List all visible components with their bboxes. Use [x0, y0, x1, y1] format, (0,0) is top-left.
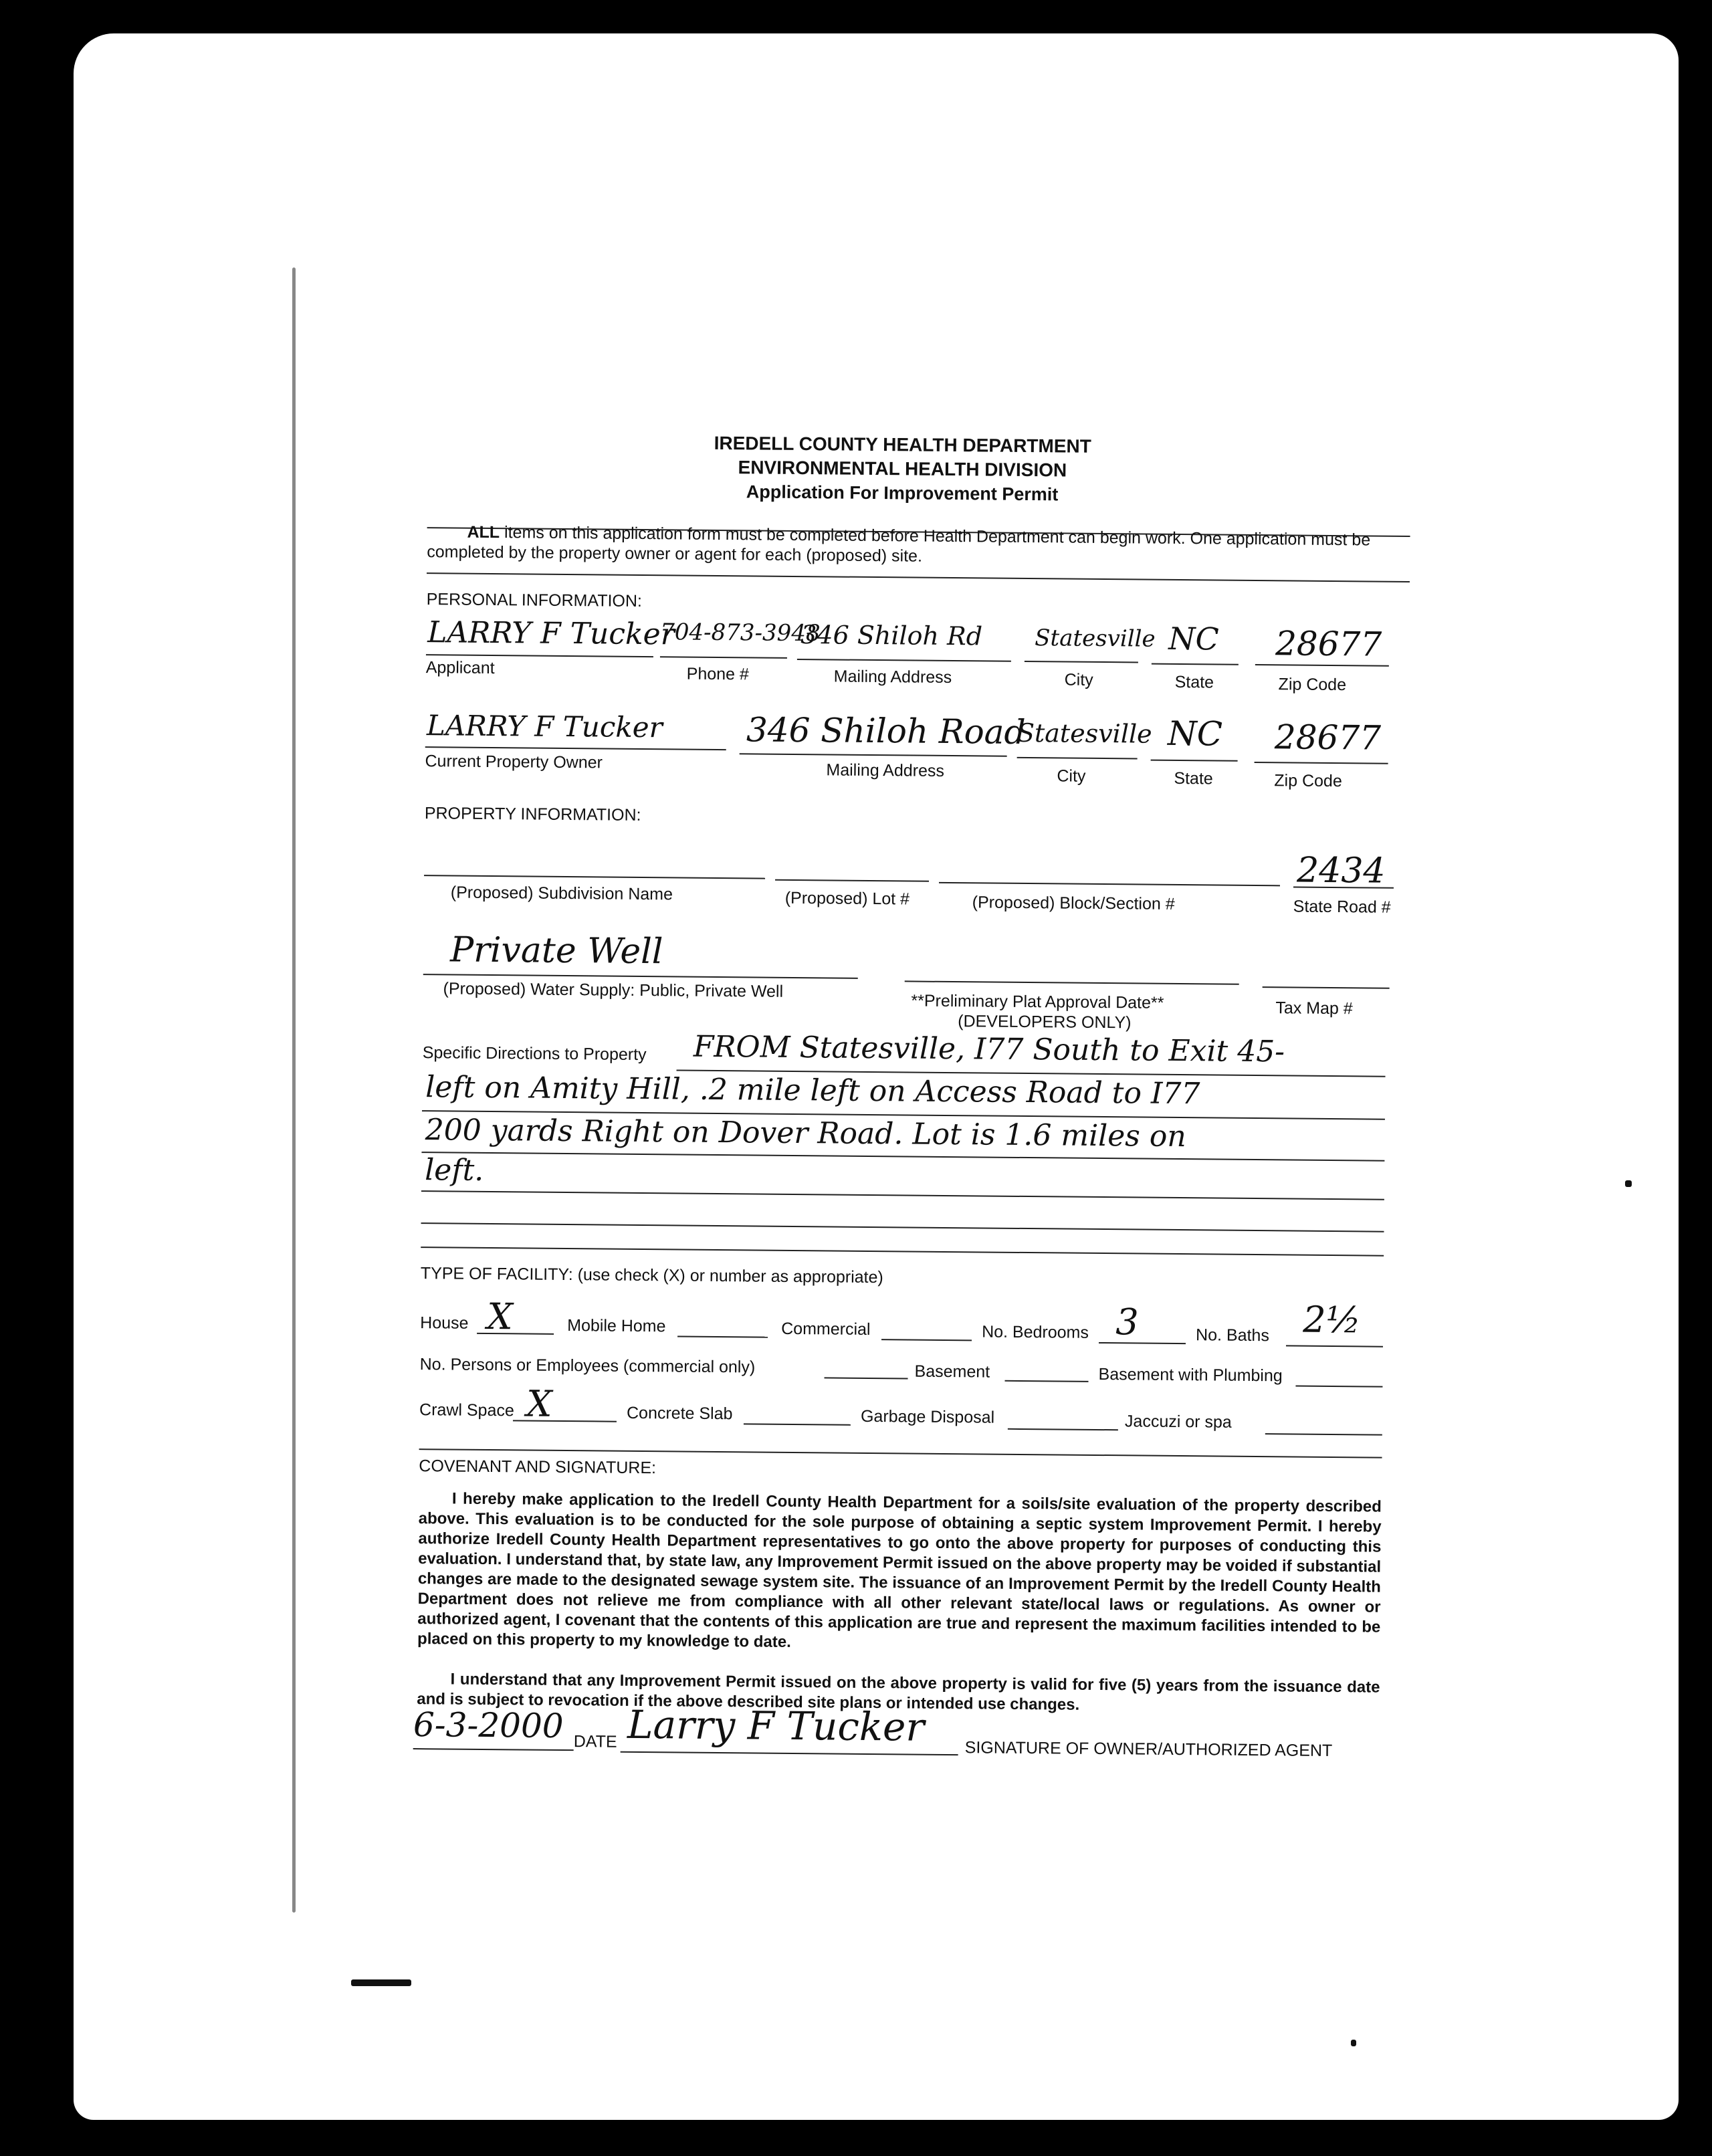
baths-label: No. Baths — [1195, 1325, 1270, 1345]
crawl-space-value: X — [526, 1382, 552, 1425]
owner-state-value: NC — [1167, 714, 1223, 754]
mailing-address-label: Mailing Address — [833, 667, 952, 687]
directions-line-4: left. — [425, 1153, 484, 1188]
applicant-label: Applicant — [425, 658, 495, 678]
jacuzzi-label: Jaccuzi or spa — [1124, 1412, 1232, 1432]
owner-zip-value: 28677 — [1274, 718, 1382, 758]
owner-city-value: Statesville — [1016, 718, 1152, 749]
garbage-disposal-label: Garbage Disposal — [860, 1406, 995, 1427]
date-label: DATE — [573, 1732, 617, 1751]
bedrooms-label: No. Bedrooms — [982, 1322, 1089, 1342]
applicant-state-value: NC — [1168, 620, 1219, 657]
phone-value: 704-873-3948 — [660, 619, 821, 647]
crawl-space-label: Crawl Space — [419, 1400, 514, 1420]
water-supply-value: Private Well — [449, 930, 663, 972]
city-label: City — [1064, 670, 1093, 689]
house-value: X — [487, 1295, 514, 1338]
scan-speck — [292, 267, 296, 1913]
scan-speck — [351, 1979, 411, 1986]
owner-city-label: City — [1057, 766, 1086, 786]
phone-label: Phone # — [686, 664, 749, 684]
covenant-heading: COVENANT AND SIGNATURE: — [419, 1457, 657, 1478]
owner-address-value: 346 Shiloh Road — [746, 710, 1026, 752]
directions-line-3: 200 yards Right on Dover Road. Lot is 1.6 miles on — [425, 1113, 1186, 1154]
persons-label: No. Persons or Employees (commercial only) — [419, 1355, 756, 1377]
water-supply-label: (Proposed) Water Supply: Public, Private Well — [443, 979, 784, 1001]
subdivision-label: (Proposed) Subdivision Name — [450, 883, 673, 904]
applicant-zip-value: 28677 — [1275, 624, 1382, 664]
facility-heading-note: (use check (X) or number as appropriate) — [572, 1265, 883, 1287]
owner-label: Current Property Owner — [425, 752, 603, 772]
intro-text — [427, 522, 1410, 570]
mobile-home-label: Mobile Home — [567, 1316, 666, 1336]
personal-heading: PERSONAL INFORMATION: — [426, 590, 643, 611]
basement-plumbing-label: Basement with Plumbing — [1098, 1364, 1283, 1386]
owner-zip-label: Zip Code — [1274, 771, 1342, 791]
block-label: (Proposed) Block/Section # — [972, 893, 1175, 913]
directions-label: Specific Directions to Property — [422, 1043, 647, 1065]
form-title-department: IREDELL COUNTY HEALTH DEPARTMENT — [714, 432, 1091, 457]
owner-state-label: State — [1174, 768, 1213, 788]
form-title-division: ENVIRONMENTAL HEALTH DIVISION — [738, 457, 1067, 481]
directions-line-1: FROM Statesville, I77 South to Exit 45- — [693, 1029, 1285, 1069]
intro-lead: ALL — [467, 522, 500, 542]
lot-label: (Proposed) Lot # — [784, 888, 910, 909]
date-value: 6-3-2000 — [413, 1705, 564, 1746]
bedrooms-value: 3 — [1115, 1301, 1139, 1343]
form-title-application: Application For Improvement Permit — [746, 481, 1059, 505]
intro-body: items on this application form must be completed before Health Department can begin work. One application must be completed by the property owner or agent for each (proposed) site. — [427, 523, 1371, 566]
state-road-label: State Road # — [1293, 897, 1391, 917]
applicant-name-value: LARRY F Tucker — [427, 615, 675, 652]
validity-paragraph: I understand that any Improvement Permit issued on the above property is valid for five (5) years from the issuance date and is subject to revocation if the above described site plans or intended use changes. — [417, 1670, 1380, 1714]
scan-speck — [1351, 2040, 1356, 2046]
owner-signature: Larry F Tucker — [627, 1701, 925, 1750]
commercial-label: Commercial — [781, 1319, 871, 1339]
owner-name-value: LARRY F Tucker — [426, 709, 663, 744]
signature-label: SIGNATURE OF OWNER/AUTHORIZED AGENT — [964, 1738, 1333, 1761]
facility-heading — [421, 1264, 883, 1287]
zip-label: Zip Code — [1278, 675, 1347, 695]
tax-map-label: Tax Map # — [1275, 998, 1353, 1018]
applicant-city-value: Statesville — [1035, 625, 1156, 653]
directions-line-2: left on Amity Hill, .2 mile left on Access Road to I77 — [425, 1070, 1200, 1111]
baths-value: 2½ — [1303, 1298, 1362, 1341]
developers-label: (DEVELOPERS ONLY) — [958, 1012, 1132, 1033]
concrete-slab-label: Concrete Slab — [626, 1403, 733, 1424]
basement-label: Basement — [914, 1362, 990, 1382]
covenant-paragraph: I hereby make application to the Iredell County Health Department for a soils/site evaluation of the property described above. This evaluation is to be conducted for the sole purpose of obtaining a septic system Improvement Permit. I hereby authorize Iredell County Health Department representatives to go onto the above property for purposes of conducting this evaluation. I understand that, by state law, any Improvement Permit issued on the above property may be voided if substantial changes are made to the designated sewage system site. The issuance of an Improvement Permit by the Iredell County Health Department does not relieve me from compliance with all other relevant state/local laws or regulations. As owner or authorized agent, I covenant that the contents of this application are true and represent the maximum facilities intended to be placed on this property to my knowledge to date. — [417, 1489, 1382, 1651]
house-label: House — [420, 1313, 469, 1333]
applicant-address-value: 346 Shiloh Rd — [800, 620, 983, 651]
state-label: State — [1174, 672, 1214, 692]
scan-speck — [1625, 1180, 1632, 1187]
property-heading: PROPERTY INFORMATION: — [424, 804, 641, 825]
plat-label: **Preliminary Plat Approval Date** — [911, 991, 1164, 1012]
facility-heading-title: TYPE OF FACILITY: — [420, 1264, 573, 1285]
state-road-value: 2434 — [1296, 850, 1386, 891]
owner-mailing-label: Mailing Address — [826, 760, 945, 780]
